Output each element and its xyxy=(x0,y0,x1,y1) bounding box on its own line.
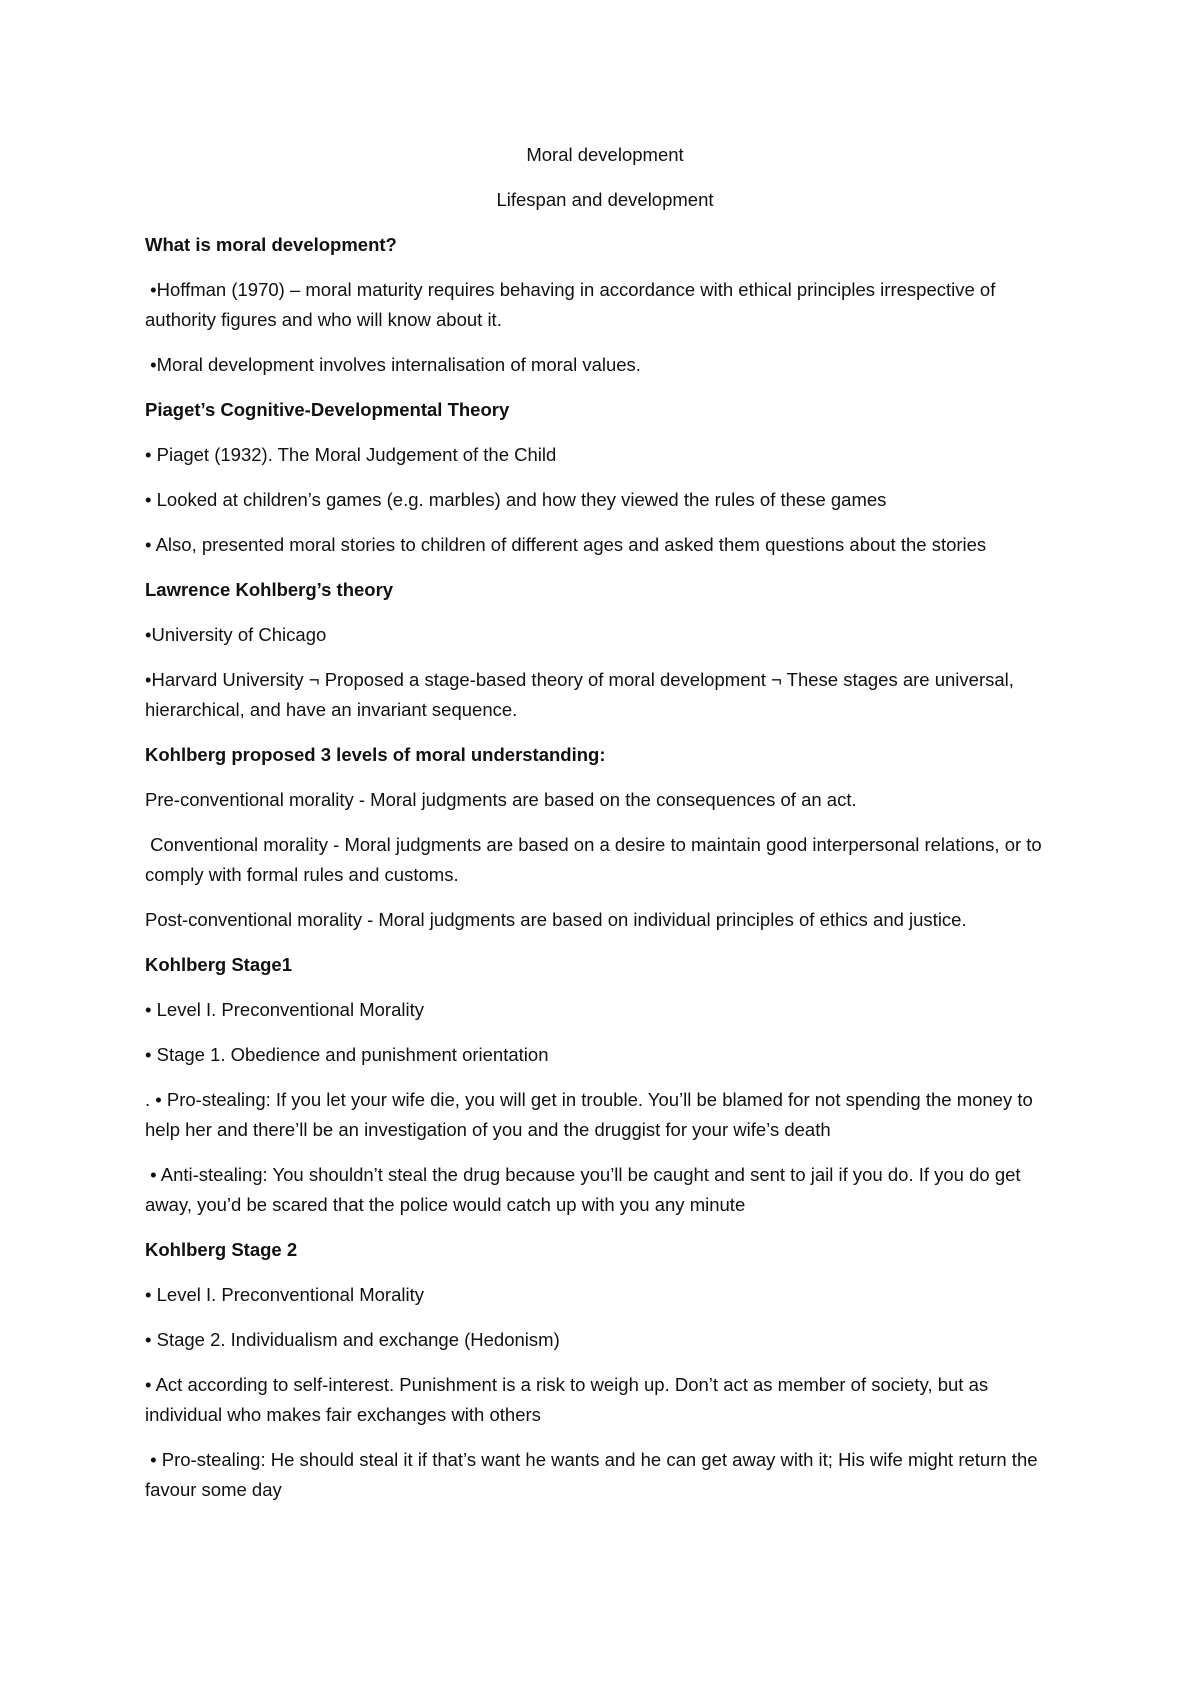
paragraph: •University of Chicago xyxy=(145,624,327,645)
section-heading: Kohlberg Stage1 xyxy=(145,954,292,975)
document-body xyxy=(145,140,1065,1520)
paragraph: • Act according to self-interest. Punishment is a risk to weigh up. Don’t act as member of society, but as individual who makes fair exchanges with others xyxy=(145,1374,994,1425)
section-heading: Kohlberg proposed 3 levels of moral understanding: xyxy=(145,744,606,765)
paragraph: Post-conventional morality - Moral judgments are based on individual principles of ethics and justice. xyxy=(145,909,967,930)
paragraph: • Level I. Preconventional Morality xyxy=(145,999,424,1020)
section-heading: Lawrence Kohlberg’s theory xyxy=(145,579,394,600)
document-blocks xyxy=(145,230,1065,1505)
paragraph: •Hoffman (1970) – moral maturity requires behaving in accordance with ethical principles irrespective of authority figures and who will know about it. xyxy=(145,279,1001,330)
paragraph: . • Pro-stealing: If you let your wife die, you will get in trouble. You’ll be blamed for not spending the money to help her and there’ll be an investigation of you and the druggist for your wife’s death xyxy=(145,1089,1038,1140)
paragraph: • Stage 1. Obedience and punishment orientation xyxy=(145,1044,549,1065)
paragraph: • Stage 2. Individualism and exchange (Hedonism) xyxy=(145,1329,560,1350)
paragraph: • Also, presented moral stories to children of different ages and asked them questions about the stories xyxy=(145,534,987,555)
document-subtitle: Lifespan and development xyxy=(496,189,714,210)
section-heading: Kohlberg Stage 2 xyxy=(145,1239,298,1260)
paragraph: •Harvard University ¬ Proposed a stage-based theory of moral development ¬ These stages are universal, hierarchical, and have an invariant sequence. xyxy=(145,669,1020,720)
section-heading: Piaget’s Cognitive-Developmental Theory xyxy=(145,399,510,420)
paragraph: • Looked at children’s games (e.g. marbles) and how they viewed the rules of these games xyxy=(145,489,887,510)
paragraph: •Moral development involves internalisation of moral values. xyxy=(145,354,641,375)
section-heading: What is moral development? xyxy=(145,234,397,255)
paragraph: Pre-conventional morality - Moral judgments are based on the consequences of an act. xyxy=(145,789,857,810)
paragraph: • Piaget (1932). The Moral Judgement of the Child xyxy=(145,444,557,465)
paragraph: • Pro-stealing: He should steal it if that’s want he wants and he can get away with it; His wife might return the favour some day xyxy=(145,1449,1043,1500)
paragraph: Conventional morality - Moral judgments are based on a desire to maintain good interpersonal relations, or to comply with formal rules and customs. xyxy=(145,834,1047,885)
paragraph: • Level I. Preconventional Morality xyxy=(145,1284,424,1305)
paragraph: • Anti-stealing: You shouldn’t steal the drug because you’ll be caught and sent to jail if you do. If you do get away, you’d be scared that the police would catch up with you any minute xyxy=(145,1164,1026,1215)
document-title: Moral development xyxy=(526,144,684,165)
